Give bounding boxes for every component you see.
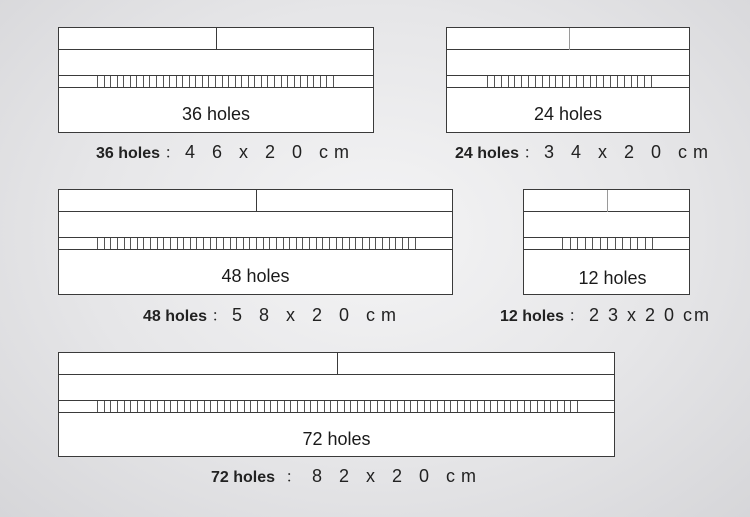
tray-lid-band	[447, 28, 689, 50]
hole-row	[59, 238, 452, 250]
hole-mark	[437, 401, 438, 412]
hole-mark	[281, 76, 282, 87]
hole-mark	[143, 76, 144, 87]
hole-mark	[104, 76, 105, 87]
hole-mark	[590, 76, 591, 87]
hole-mark	[375, 238, 376, 249]
hole-mark	[300, 76, 301, 87]
hole-mark	[136, 76, 137, 87]
hole-mark	[457, 401, 458, 412]
hole-mark	[631, 76, 632, 87]
hole-mark	[317, 401, 318, 412]
hole-row	[59, 76, 373, 88]
hole-mark	[592, 238, 593, 249]
hole-mark	[157, 401, 158, 412]
hole-mark	[254, 76, 255, 87]
hole-mark	[517, 401, 518, 412]
hole-mark	[617, 76, 618, 87]
hole-mark	[583, 76, 584, 87]
lid-divider	[256, 190, 257, 212]
hole-mark	[182, 76, 183, 87]
hole-mark	[337, 401, 338, 412]
tray-middle-band	[447, 50, 689, 76]
tray-label: 12 holes	[578, 268, 647, 288]
hole-mark	[350, 401, 351, 412]
hole-mark	[535, 76, 536, 87]
hole-mark	[208, 76, 209, 87]
hole-mark	[514, 76, 515, 87]
hole-mark	[156, 76, 157, 87]
hole-mark	[477, 401, 478, 412]
hole-mark	[369, 238, 370, 249]
caption-dimensions: 2 3 x 2 0 cm	[588, 305, 711, 325]
hole-mark	[97, 238, 98, 249]
hole-mark	[130, 76, 131, 87]
hole-mark	[137, 238, 138, 249]
hole-mark	[248, 76, 249, 87]
hole-mark	[508, 76, 509, 87]
tray-48-caption	[143, 303, 402, 326]
hole-mark	[404, 401, 405, 412]
hole-mark	[389, 238, 390, 249]
hole-mark	[652, 238, 653, 249]
hole-mark	[263, 238, 264, 249]
hole-mark	[344, 401, 345, 412]
holes-strip	[487, 76, 651, 87]
hole-mark	[430, 401, 431, 412]
caption-separator: ：	[211, 308, 228, 325]
tray-48-holes	[58, 189, 453, 295]
hole-mark	[97, 401, 98, 412]
tray-24-holes	[446, 27, 690, 133]
hole-mark	[183, 238, 184, 249]
hole-mark	[124, 238, 125, 249]
hole-mark	[615, 238, 616, 249]
lid-divider	[337, 353, 338, 375]
tray-36-caption	[96, 140, 355, 163]
hole-mark	[230, 238, 231, 249]
hole-mark	[645, 238, 646, 249]
hole-mark	[177, 401, 178, 412]
hole-mark	[490, 401, 491, 412]
lid-divider	[569, 28, 570, 50]
hole-mark	[137, 401, 138, 412]
hole-mark	[415, 238, 416, 249]
tray-36-holes	[58, 27, 374, 133]
hole-mark	[364, 401, 365, 412]
hole-mark	[417, 401, 418, 412]
hole-mark	[176, 76, 177, 87]
caption-hole-count: 12 holes	[500, 308, 565, 325]
hole-mark	[267, 76, 268, 87]
hole-mark	[294, 76, 295, 87]
tray-label: 24 holes	[533, 104, 603, 124]
hole-row	[447, 76, 689, 88]
hole-mark	[530, 401, 531, 412]
hole-mark	[494, 76, 495, 87]
hole-mark	[322, 238, 323, 249]
hole-mark	[237, 401, 238, 412]
hole-mark	[269, 238, 270, 249]
hole-mark	[150, 401, 151, 412]
hole-mark	[117, 401, 118, 412]
hole-mark	[510, 401, 511, 412]
tray-72-holes	[58, 352, 615, 457]
holes-strip	[562, 238, 652, 249]
hole-mark	[630, 238, 631, 249]
hole-mark	[501, 76, 502, 87]
hole-mark	[236, 238, 237, 249]
hole-mark	[562, 76, 563, 87]
hole-mark	[104, 238, 105, 249]
hole-mark	[274, 76, 275, 87]
hole-mark	[395, 238, 396, 249]
tray-middle-band	[59, 212, 452, 238]
hole-mark	[110, 401, 111, 412]
hole-mark	[357, 401, 358, 412]
hole-mark	[397, 401, 398, 412]
hole-mark	[464, 401, 465, 412]
hole-mark	[402, 238, 403, 249]
hole-mark	[204, 401, 205, 412]
hole-mark	[149, 76, 150, 87]
hole-mark	[410, 401, 411, 412]
caption-hole-count: 36 holes	[96, 145, 161, 162]
hole-mark	[316, 238, 317, 249]
hole-mark	[177, 238, 178, 249]
hole-mark	[257, 401, 258, 412]
hole-mark	[329, 238, 330, 249]
hole-mark	[197, 401, 198, 412]
hole-mark	[524, 401, 525, 412]
hole-mark	[216, 238, 217, 249]
hole-mark	[284, 401, 285, 412]
hole-mark	[297, 401, 298, 412]
hole-mark	[104, 401, 105, 412]
hole-mark	[270, 401, 271, 412]
hole-mark	[287, 76, 288, 87]
hole-mark	[637, 238, 638, 249]
hole-mark	[249, 238, 250, 249]
hole-mark	[117, 238, 118, 249]
hole-mark	[169, 76, 170, 87]
hole-mark	[562, 238, 563, 249]
hole-mark	[450, 401, 451, 412]
hole-mark	[289, 238, 290, 249]
caption-separator: ：	[523, 145, 540, 162]
hole-mark	[195, 76, 196, 87]
hole-mark	[117, 76, 118, 87]
hole-mark	[244, 401, 245, 412]
hole-mark	[189, 76, 190, 87]
hole-mark	[603, 76, 604, 87]
tray-label: 36 holes	[181, 104, 251, 124]
hole-mark	[544, 401, 545, 412]
hole-mark	[235, 76, 236, 87]
hole-mark	[296, 238, 297, 249]
hole-mark	[123, 76, 124, 87]
hole-mark	[217, 401, 218, 412]
lid-divider	[216, 28, 217, 50]
hole-mark	[196, 238, 197, 249]
caption-separator: ：	[568, 308, 585, 325]
hole-mark	[261, 76, 262, 87]
hole-mark	[241, 76, 242, 87]
hole-mark	[326, 76, 327, 87]
hole-mark	[444, 401, 445, 412]
hole-mark	[576, 76, 577, 87]
caption-separator: ：	[285, 469, 302, 486]
tray-12-holes	[523, 189, 690, 295]
caption-separator: ：	[164, 145, 181, 162]
tray-middle-band	[59, 50, 373, 76]
hole-mark	[130, 401, 131, 412]
hole-mark	[521, 76, 522, 87]
hole-mark	[224, 401, 225, 412]
hole-mark	[504, 401, 505, 412]
hole-mark	[600, 238, 601, 249]
hole-mark	[497, 401, 498, 412]
hole-mark	[307, 76, 308, 87]
tray-middle-band	[524, 212, 689, 238]
hole-mark	[250, 401, 251, 412]
hole-row	[524, 238, 689, 250]
hole-mark	[164, 401, 165, 412]
tray-label: 48 holes	[221, 266, 290, 286]
hole-mark	[585, 238, 586, 249]
hole-mark	[557, 401, 558, 412]
hole-mark	[333, 76, 334, 87]
caption-dimensions: 4 6 x 2 0 cm	[184, 142, 355, 162]
hole-mark	[143, 238, 144, 249]
hole-mark	[130, 238, 131, 249]
hole-mark	[170, 401, 171, 412]
hole-mark	[549, 76, 550, 87]
tray-12-caption	[500, 303, 711, 326]
caption-dimensions: 8 2 x 2 0 cm	[311, 466, 482, 486]
hole-mark	[190, 401, 191, 412]
caption-hole-count: 72 holes	[211, 469, 276, 486]
hole-mark	[324, 401, 325, 412]
hole-mark	[230, 401, 231, 412]
hole-mark	[157, 238, 158, 249]
hole-mark	[637, 76, 638, 87]
hole-mark	[124, 401, 125, 412]
hole-mark	[330, 401, 331, 412]
hole-mark	[610, 76, 611, 87]
hole-mark	[651, 76, 652, 87]
hole-mark	[384, 401, 385, 412]
hole-mark	[349, 238, 350, 249]
hole-mark	[408, 238, 409, 249]
hole-mark	[555, 76, 556, 87]
hole-mark	[276, 238, 277, 249]
hole-mark	[110, 238, 111, 249]
hole-mark	[470, 401, 471, 412]
hole-mark	[570, 238, 571, 249]
hole-mark	[542, 76, 543, 87]
tray-label: 72 holes	[302, 429, 371, 449]
hole-mark	[202, 76, 203, 87]
hole-mark	[190, 238, 191, 249]
hole-mark	[569, 76, 570, 87]
hole-mark	[644, 76, 645, 87]
caption-dimensions: 5 8 x 2 0 cm	[231, 305, 402, 325]
hole-mark	[336, 238, 337, 249]
hole-mark	[564, 401, 565, 412]
hole-mark	[424, 401, 425, 412]
hole-mark	[256, 238, 257, 249]
hole-mark	[550, 401, 551, 412]
hole-mark	[222, 76, 223, 87]
hole-mark	[110, 76, 111, 87]
hole-mark	[210, 238, 211, 249]
hole-mark	[313, 76, 314, 87]
hole-mark	[362, 238, 363, 249]
caption-hole-count: 48 holes	[143, 308, 208, 325]
hole-mark	[203, 238, 204, 249]
hole-mark	[320, 76, 321, 87]
caption-dimensions: 3 4 x 2 0 cm	[543, 142, 714, 162]
hole-mark	[144, 401, 145, 412]
hole-mark	[184, 401, 185, 412]
hole-mark	[223, 238, 224, 249]
hole-mark	[537, 401, 538, 412]
hole-row	[59, 401, 614, 413]
hole-mark	[243, 238, 244, 249]
hole-mark	[390, 401, 391, 412]
hole-mark	[596, 76, 597, 87]
hole-mark	[355, 238, 356, 249]
tray-24-caption	[455, 140, 714, 163]
hole-mark	[622, 238, 623, 249]
hole-mark	[528, 76, 529, 87]
caption-hole-count: 24 holes	[455, 145, 520, 162]
hole-mark	[290, 401, 291, 412]
tray-middle-band	[59, 375, 614, 401]
holes-strip	[97, 238, 415, 249]
hole-mark	[228, 76, 229, 87]
holes-strip	[97, 76, 333, 87]
hole-mark	[277, 401, 278, 412]
hole-mark	[264, 401, 265, 412]
hole-mark	[215, 76, 216, 87]
hole-mark	[577, 238, 578, 249]
hole-mark	[170, 238, 171, 249]
hole-mark	[570, 401, 571, 412]
hole-mark	[210, 401, 211, 412]
hole-mark	[624, 76, 625, 87]
hole-mark	[97, 76, 98, 87]
hole-mark	[577, 401, 578, 412]
hole-mark	[487, 76, 488, 87]
hole-mark	[302, 238, 303, 249]
lid-divider	[607, 190, 608, 212]
hole-mark	[377, 401, 378, 412]
hole-mark	[607, 238, 608, 249]
hole-mark	[163, 238, 164, 249]
hole-mark	[382, 238, 383, 249]
hole-mark	[163, 76, 164, 87]
hole-mark	[304, 401, 305, 412]
hole-mark	[310, 401, 311, 412]
tray-72-caption	[211, 464, 482, 487]
hole-mark	[342, 238, 343, 249]
hole-mark	[484, 401, 485, 412]
holes-strip	[97, 401, 577, 412]
hole-mark	[283, 238, 284, 249]
hole-mark	[309, 238, 310, 249]
hole-mark	[150, 238, 151, 249]
hole-mark	[370, 401, 371, 412]
